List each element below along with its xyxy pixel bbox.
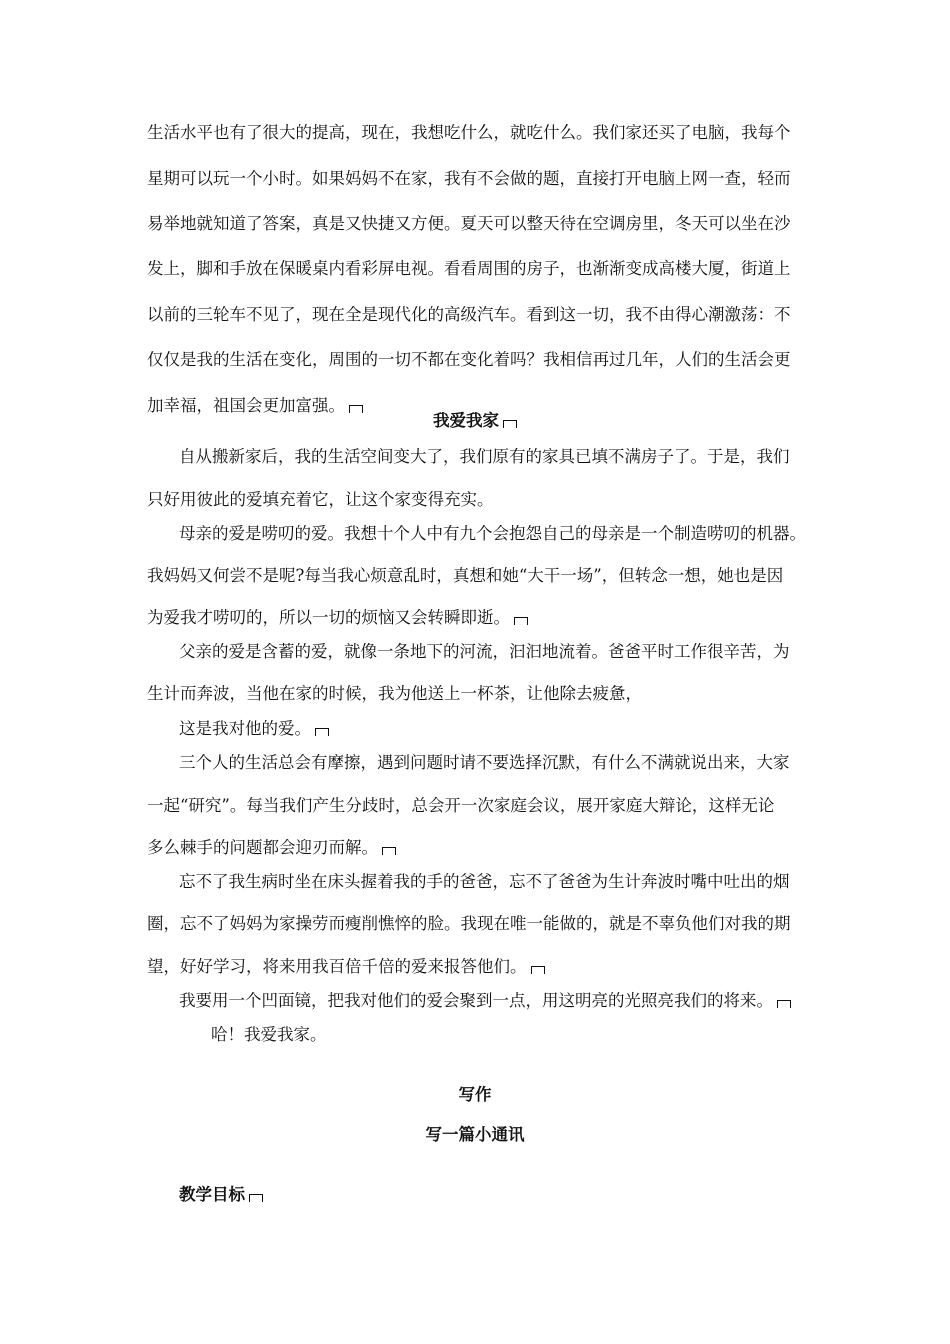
text-line: 圈，忘不了妈妈为家操劳而瘦削憔悴的脸。我现在唯一能做的，就是不辜负他们对我的期 xyxy=(147,914,791,933)
text-line xyxy=(179,718,329,740)
text-line xyxy=(147,607,528,629)
objectives-heading xyxy=(179,1184,263,1206)
text-span: 加幸福，祖国会更加富强。 xyxy=(147,396,345,415)
text-line: 以前的三轮车不见了，现在全是现代化的高级汽车。看到这一切，我不由得心潮激荡：不 xyxy=(147,305,791,324)
text-line: 只好用彼此的爱填充着它，让这个家变得充实。 xyxy=(147,490,494,509)
text-line: 自从搬新家后，我的生活空间变大了，我们原有的家具已填不满房子了。于是，我们 xyxy=(179,447,790,466)
text-line: 生计而奔波，当他在家的时候，我为他送上一杯茶，让他除去疲惫， xyxy=(147,684,642,703)
section-subheading: 写一篇小通讯 xyxy=(425,1125,525,1144)
text-line: 生活水平也有了很大的提高，现在，我想吃什么，就吃什么。我们家还买了电脑，我每个 xyxy=(147,123,791,142)
text-line: 母亲的爱是唠叨的爱。我想十个人中有九个会抱怨自己的母亲是一个制造唠叨的机器。 xyxy=(179,524,806,543)
text-line: 发上，脚和手放在保暖桌内看彩屏电视。看看周围的房子，也渐渐变成高楼大厦，街道上 xyxy=(147,259,791,278)
text-line: 易举地就知道了答案，真是又快捷又方便。夏天可以整天待在空调房里，冬天可以坐在沙 xyxy=(147,214,791,233)
text-line: 忘不了我生病时坐在床头握着我的手的爸爸，忘不了爸爸为生计奔波时嘴中吐出的烟 xyxy=(179,872,790,891)
text-line: 父亲的爱是含蓄的爱，就像一条地下的河流，汩汩地流着。爸爸平时工作很辛苦，为 xyxy=(179,642,790,661)
text-line: 一起“研究”。每当我们产生分歧时，总会开一次家庭会议，展开家庭大辩论，这样无论 xyxy=(147,796,775,815)
text-line: 哈！我爱我家。 xyxy=(211,1025,327,1044)
text-line xyxy=(147,837,396,859)
paragraph-mark-icon xyxy=(531,966,545,974)
text-line: 三个人的生活总会有摩擦，遇到问题时请不要选择沉默，有什么不满就说出来，大家 xyxy=(179,753,790,772)
text-span: 多么棘手的问题都会迎刃而解。 xyxy=(147,838,378,857)
paragraph-mark-icon xyxy=(249,1194,263,1202)
objectives-label: 教学目标 xyxy=(179,1185,245,1204)
essay-title-text: 我爱我家 xyxy=(433,411,499,430)
text-span: 望，好好学习，将来用我百倍千倍的爱来报答他们。 xyxy=(147,957,527,976)
paragraph-mark-icon xyxy=(514,617,528,625)
essay-title xyxy=(0,410,950,432)
section-heading: 写作 xyxy=(458,1085,492,1104)
paragraph-mark-icon xyxy=(503,420,517,428)
text-span: 这是我对他的爱。 xyxy=(179,719,311,738)
paragraph-mark-icon xyxy=(382,847,396,855)
text-line xyxy=(179,990,791,1012)
text-span: 我要用一个凹面镜，把我对他们的爱会聚到一点，用这明亮的光照亮我们的将来。 xyxy=(179,991,773,1010)
text-span: 为爱我才唠叨的，所以一切的烦恼又会转瞬即逝。 xyxy=(147,608,510,627)
text-line xyxy=(147,956,545,978)
text-line: 仅仅是我的生活在变化，周围的一切不都在变化着吗？我相信再过几年，人们的生活会更 xyxy=(147,350,791,369)
paragraph-mark-icon xyxy=(777,1000,791,1008)
text-line: 我妈妈又何尝不是呢?每当我心烦意乱时，真想和她“大干一场”，但转念一想，她也是因 xyxy=(147,566,784,585)
paragraph-mark-icon xyxy=(315,728,329,736)
text-line: 星期可以玩一个小时。如果妈妈不在家，我有不会做的题，直接打开电脑上网一查，轻而 xyxy=(147,169,791,188)
